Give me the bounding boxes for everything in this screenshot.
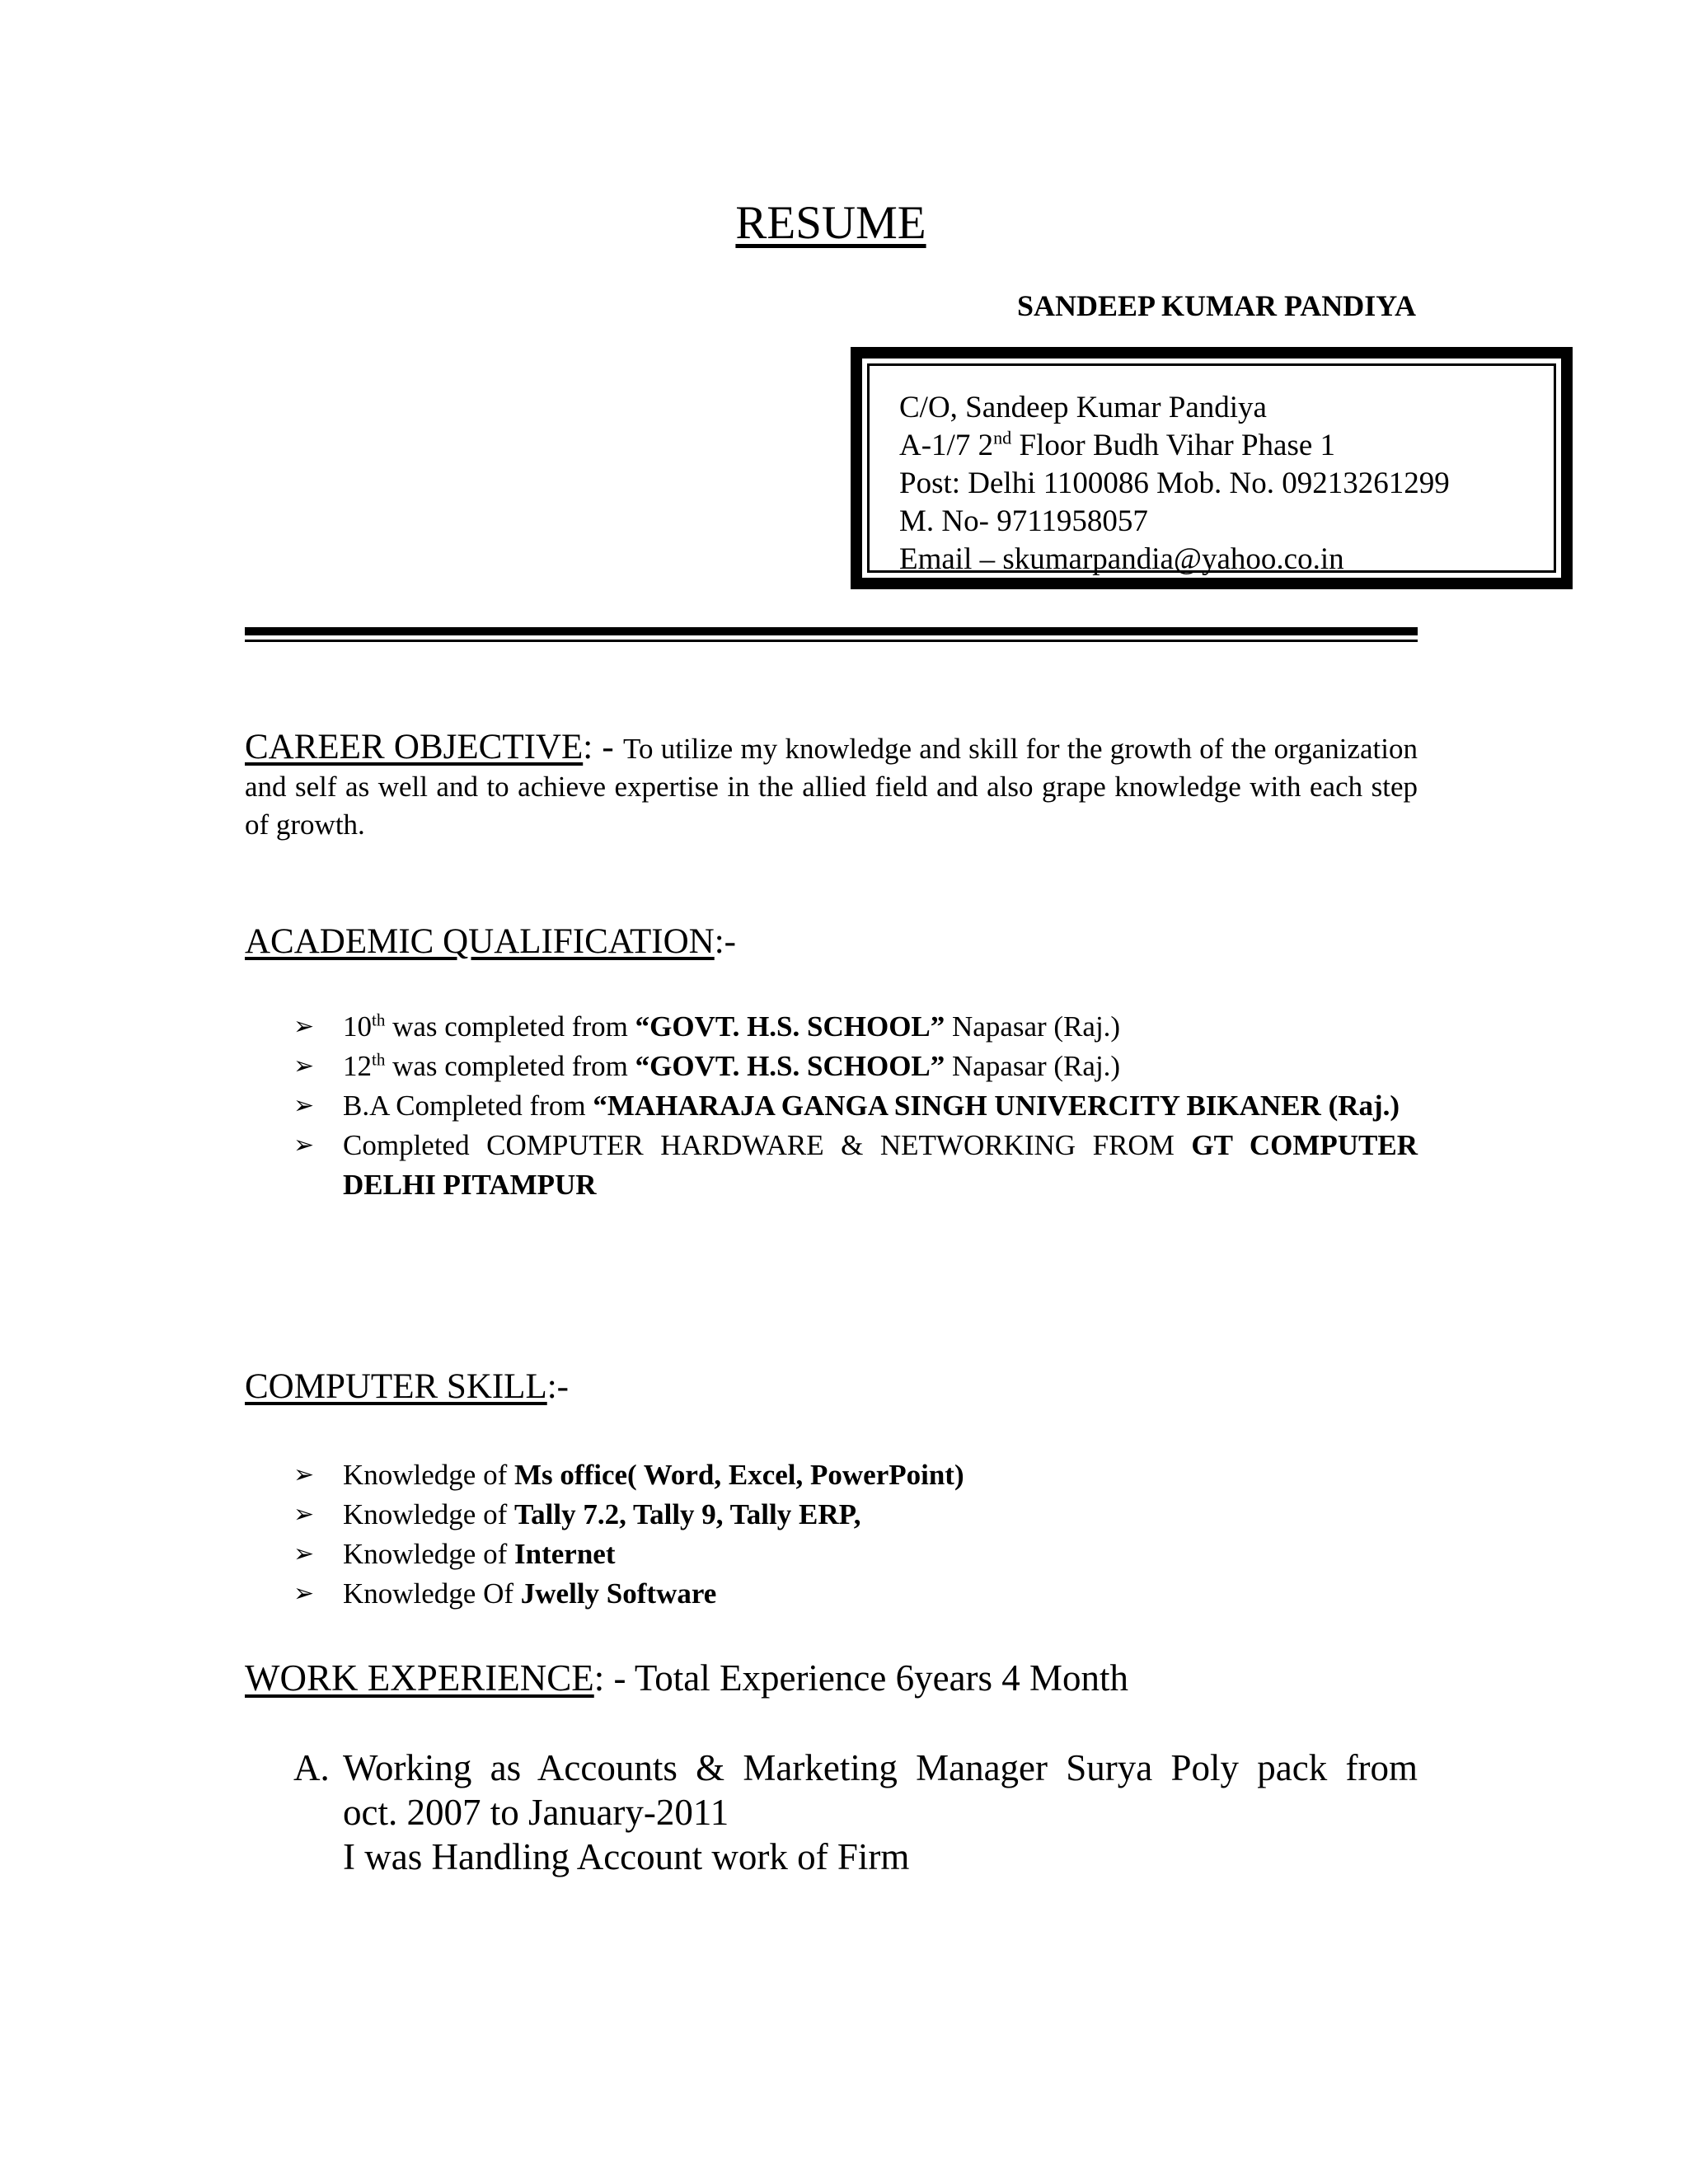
career-objective: CAREER OBJECTIVE: - To utilize my knowledge and skill for the growth of the organization and self as well and to achieve expertise in the allied field and also grape knowledge with each step of growth. (245, 728, 1418, 841)
work-description-line: I was Handling Account work of Firm (343, 1836, 910, 1877)
list-item: ➢ Knowledge Of Jwelly Software (293, 1574, 1418, 1614)
address-line: A-1/7 2nd Floor Budh Vihar Phase 1 (899, 427, 1336, 462)
list-item: ➢ Knowledge of Ms office( Word, Excel, PowerPoint) (293, 1455, 1418, 1495)
arrow-bullet-icon: ➢ (293, 1052, 315, 1080)
arrow-bullet-icon: ➢ (293, 1132, 315, 1159)
academic-list (293, 1007, 1418, 1205)
arrow-bullet-icon: ➢ (293, 1092, 315, 1119)
address-box-inner-border (867, 363, 1556, 576)
list-item: ➢ Completed COMPUTER HARDWARE & NETWORKING FROM GT COMPUTER DELHI PITAMPUR (293, 1126, 1418, 1205)
work-period-line: oct. 2007 to January-2011 (343, 1792, 729, 1833)
address-box (851, 347, 1573, 589)
career-objective-heading: CAREER OBJECTIVE (245, 728, 584, 766)
arrow-bullet-icon: ➢ (293, 1013, 315, 1040)
work-experience-heading: WORK EXPERIENCE: - Total Experience 6years 4 Month (245, 1657, 1129, 1699)
arrow-bullet-icon: ➢ (293, 1580, 315, 1607)
page-title: RESUME (735, 197, 926, 249)
computer-skill-heading: COMPUTER SKILL:- (245, 1367, 569, 1406)
arrow-bullet-icon: ➢ (293, 1461, 315, 1488)
arrow-bullet-icon: ➢ (293, 1540, 315, 1568)
arrow-bullet-icon: ➢ (293, 1501, 315, 1528)
academic-heading: ACADEMIC QUALIFICATION:- (245, 922, 737, 961)
computer-skill-list (293, 1455, 1418, 1614)
item-letter: A. (293, 1747, 330, 1788)
address-line: C/O, Sandeep Kumar Pandiya (899, 391, 1267, 424)
address-mobile-line: M. No- 9711958057 (899, 504, 1148, 538)
list-item: ➢ 10th was completed from “GOVT. H.S. SCHOOL” Napasar (Raj.) (293, 1007, 1418, 1047)
list-item: ➢ Knowledge of Internet (293, 1535, 1418, 1574)
list-item: ➢ 12th was completed from “GOVT. H.S. SCHOOL” Napasar (Raj.) (293, 1047, 1418, 1086)
work-experience-item (293, 1746, 1418, 1879)
address-lines (899, 389, 1450, 579)
address-phone-line: Post: Delhi 1100086 Mob. No. 09213261299 (899, 466, 1450, 500)
divider-thin (245, 640, 1418, 642)
list-item: ➢ Knowledge of Tally 7.2, Tally 9, Tally ERP, (293, 1495, 1418, 1535)
candidate-name: SANDEEP KUMAR PANDIYA (1016, 289, 1416, 322)
career-objective-text: To utilize my knowledge and skill for the growth of the organization and self as well and to achieve expertise in the allied field and also grape knowledge with each step of growth. (245, 733, 1418, 841)
divider-thick (245, 627, 1418, 635)
address-email-line: Email – skumarpandia@yahoo.co.in (899, 542, 1344, 576)
list-item: ➢ B.A Completed from “MAHARAJA GANGA SINGH UNIVERCITY BIKANER (Raj.) (293, 1086, 1418, 1126)
work-role-line: Working as Accounts & Marketing Manager Surya Poly pack from (343, 1747, 1418, 1788)
